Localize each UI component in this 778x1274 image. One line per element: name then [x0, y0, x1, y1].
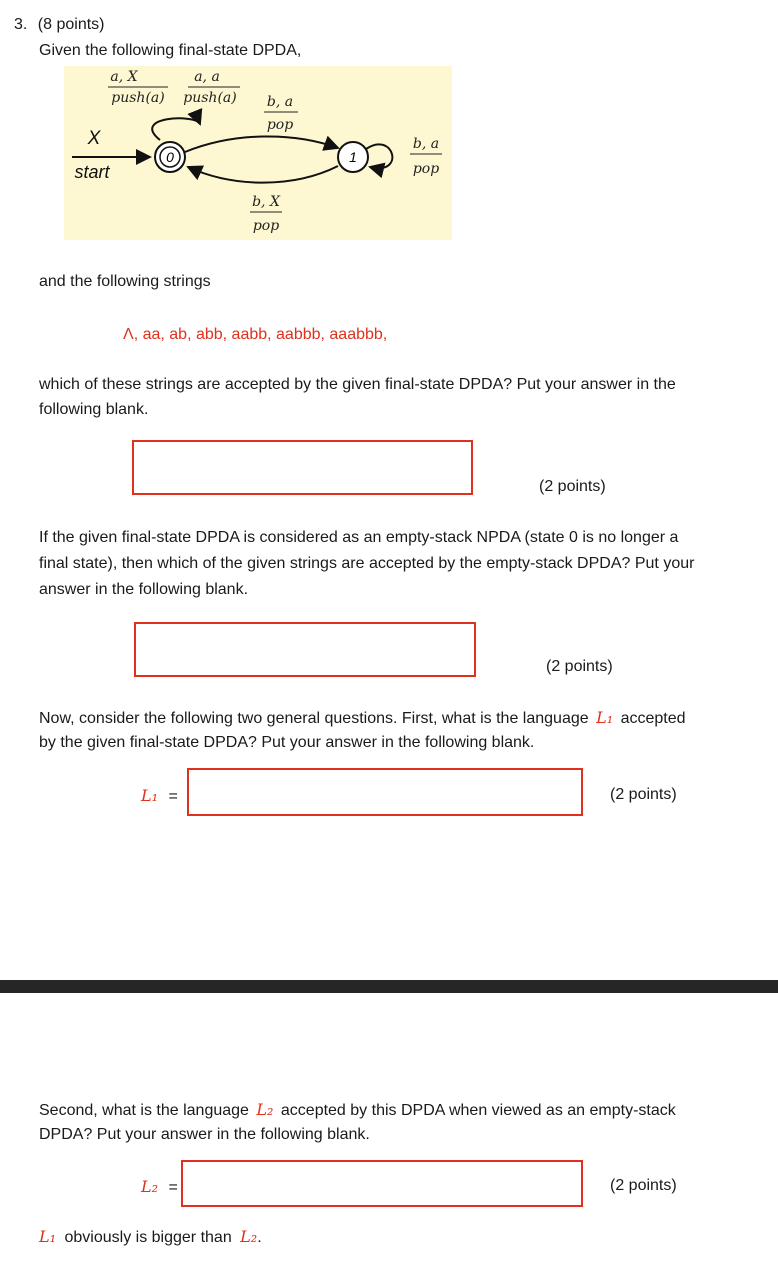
q4-label-eq: = [168, 1179, 178, 1196]
loop0-t2-action: push(a) [183, 90, 237, 106]
q3-line1-a: Now, consider the following two general questions. First, what is the language [39, 710, 589, 727]
loop0-arc [152, 118, 200, 140]
q4-points: (2 points) [610, 1177, 677, 1194]
loop1-input: b, a [412, 136, 440, 152]
state-1-label: 1 [349, 149, 357, 165]
q2-points: (2 points) [546, 658, 613, 675]
q4-line1 [39, 1097, 676, 1124]
footer-end: . [257, 1229, 262, 1246]
edge01-action: pop [266, 117, 294, 133]
q3-lang: L₁ [596, 708, 614, 727]
footer-text: obviously is bigger than [64, 1229, 232, 1246]
q4-line2: DPDA? Put your answer in the following blank. [39, 1126, 370, 1143]
dpda-diagram [64, 66, 452, 240]
footer-lang-b: L₂ [240, 1227, 258, 1246]
q2-line2: final state), then which of the given strings are accepted by the empty-stack DPDA? Put your [39, 555, 695, 572]
q3-label-lang: L₁ [141, 786, 159, 805]
q4-lang: L₂ [256, 1100, 274, 1119]
footer-lang-a: L₁ [39, 1227, 57, 1246]
q1-line2: following blank. [39, 401, 149, 418]
edge10-arc [188, 166, 338, 183]
q2-line3: answer in the following blank. [39, 581, 249, 598]
start-symbol: X [87, 128, 101, 149]
q2-line1: If the given final-state DPDA is considered as an empty-stack NPDA (state 0 is no longer a [39, 529, 679, 546]
q3-label [141, 783, 178, 810]
q3-answer-box[interactable] [187, 768, 583, 816]
q3-line1-b: accepted [620, 710, 686, 727]
q3-line2: by the given final-state DPDA? Put your answer in the following blank. [39, 734, 535, 751]
q1-line1: which of these strings are accepted by the given final-state DPDA? Put your answer in the [39, 376, 676, 393]
edge10-input: b, X [252, 194, 280, 210]
footer-note [39, 1224, 262, 1251]
question-points: (8 points) [37, 16, 105, 33]
q1-answer-box[interactable] [132, 440, 473, 495]
loop0-t1-action: push(a) [111, 90, 165, 106]
question-number: 3. [14, 16, 28, 33]
question-header [14, 12, 105, 38]
loop0-t2-input: a, a [194, 69, 220, 85]
loop1-arc [366, 144, 392, 168]
question-intro: Given the following final-state DPDA, [39, 42, 302, 59]
page-divider [0, 980, 778, 993]
q3-points: (2 points) [610, 786, 677, 803]
q4-line1-a: Second, what is the language [39, 1102, 249, 1119]
strings-list: Λ, aa, ab, abb, aabb, aabbb, aaabbb, [123, 326, 388, 343]
q4-line1-b: accepted by this DPDA when viewed as an empty-stack [280, 1102, 676, 1119]
edge01-arc [185, 136, 338, 152]
q4-label-lang: L₂ [141, 1177, 159, 1196]
q4-answer-box[interactable] [181, 1160, 583, 1207]
edge01-input: b, a [266, 94, 294, 110]
dpda-diagram-svg [64, 66, 452, 240]
start-label: start [74, 162, 110, 182]
loop1-action: pop [412, 161, 440, 177]
loop0-t1-input: a, X [110, 69, 138, 85]
edge10-action: pop [252, 218, 280, 234]
q2-answer-box[interactable] [134, 622, 476, 677]
strings-intro: and the following strings [39, 273, 211, 290]
q3-label-eq: = [168, 788, 178, 805]
q1-points: (2 points) [539, 478, 606, 495]
q3-line1 [39, 705, 686, 732]
q4-label [141, 1174, 178, 1201]
state-0-label: 0 [166, 149, 174, 165]
